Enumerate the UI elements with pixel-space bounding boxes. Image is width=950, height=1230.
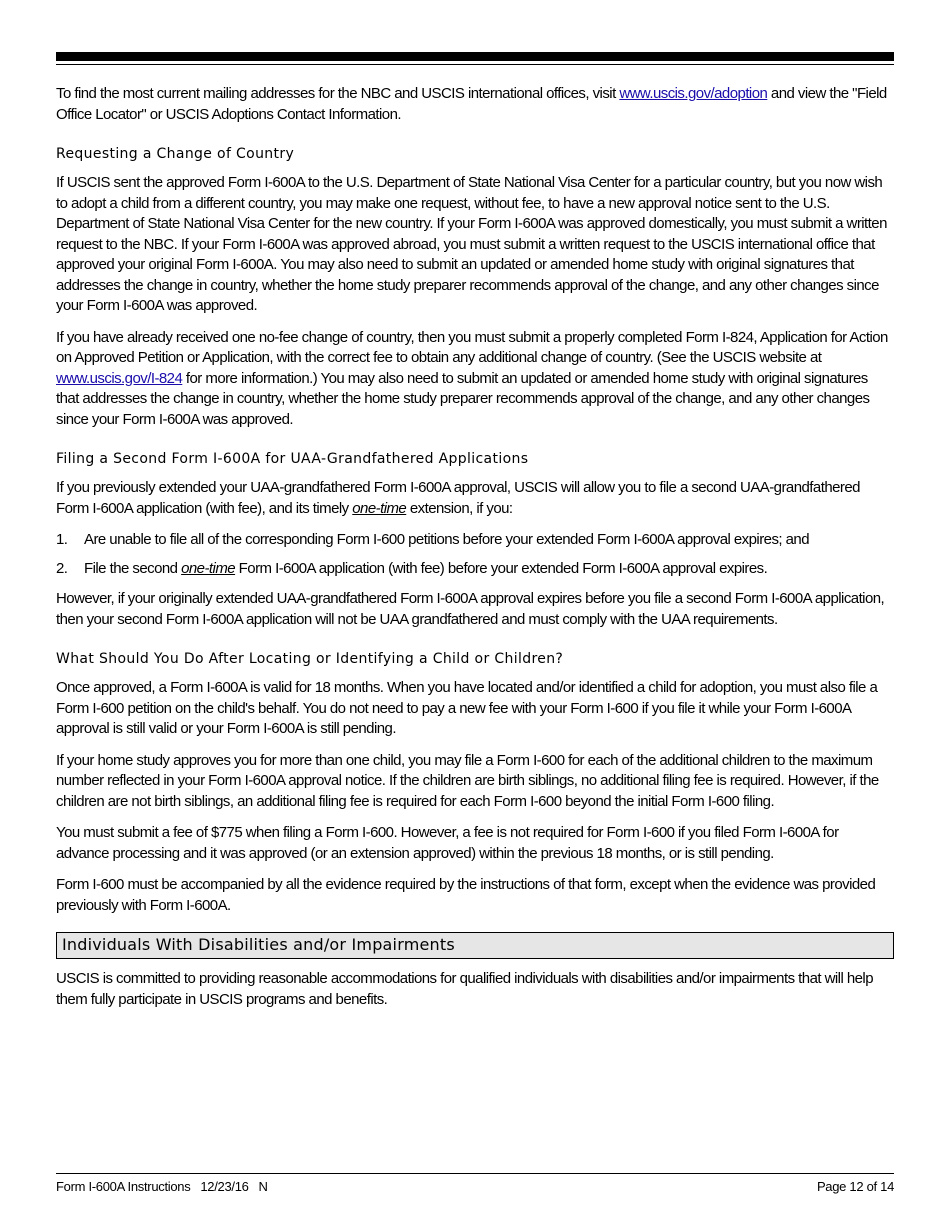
emphasis-one-time: one-time: [352, 499, 407, 517]
header-thick-rule: [56, 52, 894, 61]
change-country-paragraph-2: If you have already received one no-fee change of country, then you must submit a properly completed Form I-824, Application for Action on Approved Petition or Application, with the correct fee to obtain any additional change of country. (See the USCIS website at www.uscis.gov/I-824 for more information.) You may also need to submit an updated or amended home study with original signatures that addresses the change in country, whether the home study preparer recommends approval of the change, and any other changes since your Form I-600A was approved.: [56, 328, 888, 428]
list-item: [56, 530, 894, 551]
change-country-paragraph-1: If USCIS sent the approved Form I-600A to the U.S. Department of State National Visa Center for a particular country, but you now wish to adopt a child from a different country, you may make one request, without fee, to have a new approval notice sent to the U.S. Department of State National Visa Center for the new country. If your Form I-600A was approved domestically, you must submit a written request to the NBC. If your Form I-600A was approved abroad, you must submit a written request to the USCIS international office that approved your original Form I-600A. You may also need to submit an updated or amended home study with original signatures that addresses the change in country, whether the home study preparer recommends approval of the change, and any other changes since your Form I-600A was approved.: [56, 174, 887, 314]
list-item-text: Are unable to file all of the corresponding Form I-600 petitions before your extended Form I-600A approval expires; and: [84, 531, 810, 548]
document-page: [56, 0, 894, 1230]
list-item-number: 1.: [56, 531, 68, 548]
after-locating-paragraph-1: Once approved, a Form I-600A is valid for 18 months. When you have located and/or identified a child for adoption, you must also file a Form I-600 petition on the child's behalf. You do not need to pay a new fee with your Form I-600 if you file it while your Form I-600A approval is still valid or your Form I-600A is still pending.: [56, 679, 878, 737]
second-form-heading: Filing a Second Form I-600A for UAA-Grandfathered Applications: [56, 451, 529, 467]
emphasis-one-time: one-time: [181, 559, 236, 577]
second-form-conditions-list: [56, 530, 894, 579]
after-locating-paragraph-3: You must submit a fee of $775 when filing a Form I-600. However, a fee is not required for Form I-600 if you filed Form I-600A for advance processing and it was approved (or an extension approved) within the previous 18 months, or is still pending.: [56, 824, 839, 862]
change-country-heading: Requesting a Change of Country: [56, 146, 295, 162]
disabilities-paragraph: USCIS is committed to providing reasonable accommodations for qualified individuals with disabilities and/or impairments that will help them fully participate in USCIS programs and benefits.: [56, 970, 874, 1008]
footer-form-id: Form I-600A Instructions 12/23/16 N: [56, 1179, 268, 1194]
after-locating-paragraph-4: Form I-600 must be accompanied by all the evidence required by the instructions of that form, except when the evidence was provided previously with Form I-600A.: [56, 876, 876, 914]
header-thin-rule: [56, 64, 894, 65]
document-body: [56, 84, 894, 1021]
intro-paragraph: To find the most current mailing addresses for the NBC and USCIS international offices, visit www.uscis.gov/adoption and view the "Field Office Locator" or USCIS Adoptions Contact Information.: [56, 85, 887, 123]
after-locating-paragraph-2: If your home study approves you for more than one child, you may file a Form I-600 for each of the additional children to the maximum number reflected in your Form I-600A approval notice. If the children are birth siblings, no additional filing fee is required. However, if the children are not birth siblings, an additional filing fee is required for each Form I-600 beyond the initial Form I-600 filing.: [56, 751, 879, 810]
second-form-paragraph-2: However, if your originally extended UAA-grandfathered Form I-600A approval expires before you file a second Form I-600A application, then your second Form I-600A application will not be UAA grandfathered and must comply with the UAA requirements.: [56, 590, 885, 628]
list-item: 2. File the second one-time Form I-600A application (with fee) before your extended Form I-600A approval expires.: [56, 559, 894, 580]
second-form-paragraph-1: If you previously extended your UAA-grandfathered Form I-600A approval, USCIS will allow you to file a second UAA-grandfathered Form I-600A application (with fee), and its timely one-time extension, if you:: [56, 479, 860, 517]
uscis-adoption-link[interactable]: www.uscis.gov/adoption: [619, 85, 768, 102]
footer-rule: [56, 1173, 894, 1174]
uscis-i824-link[interactable]: www.uscis.gov/I-824: [56, 369, 183, 387]
footer-page-number: Page 12 of 14: [816, 1179, 894, 1194]
list-item-number: 2.: [56, 559, 68, 577]
after-locating-heading: What Should You Do After Locating or Identifying a Child or Children?: [56, 651, 564, 667]
disabilities-section-header: Individuals With Disabilities and/or Impairments: [56, 932, 894, 959]
